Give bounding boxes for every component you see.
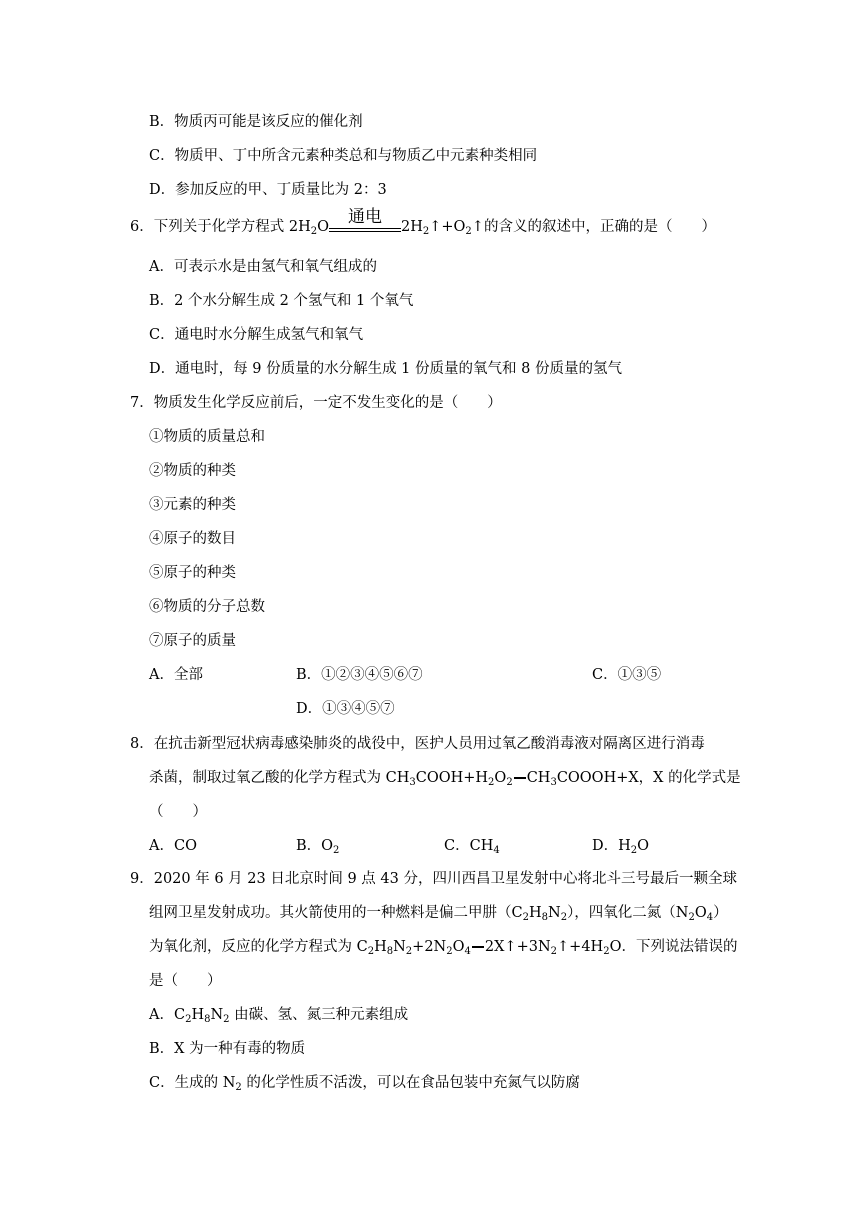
equation-arrow — [329, 207, 401, 237]
q7-item: ④原子的数目 — [149, 531, 236, 547]
q9-stem-line4: 是（ ） — [149, 973, 222, 989]
q9-option-a: A．$C_2H_8N_2$ 由碳、氢、氮三种元素组成 — [149, 1007, 409, 1025]
q6-stem: 6．下列关于化学方程式 $2H_2O$ 通电 $2H_2↑+O_2↑$的含义的叙述中，正确的是（ ） — [130, 207, 716, 237]
q8-stem-line2: 杀菌，制取过氧乙酸的化学方程式为 $CH_3COOH+H_2O_2$ $CH_3COOOH+X$，X 的化学式是 — [149, 770, 741, 788]
q7-item: ③元素的种类 — [149, 497, 236, 513]
equation-dash — [514, 777, 526, 779]
q7-item: ⑥物质的分子总数 — [149, 599, 265, 615]
q7-item: ①物质的质量总和 — [149, 429, 265, 445]
q8-option-c: C．$CH_4$ — [444, 838, 500, 856]
q9-stem-line1: 9．2020 年 6 月 23 日北京时间 9 点 43 分，四川西昌卫星发射中心将北斗三号最后一颗全球 — [130, 871, 737, 887]
q6-option-c: C．通电时水分解生成氢气和氧气 — [149, 327, 364, 343]
q7-option-d: D．①③④⑤⑦ — [296, 701, 395, 717]
q6-option-d: D．通电时，每 9 份质量的水分解生成 1 份质量的氧气和 8 份质量的氢气 — [149, 361, 622, 377]
q7-stem: 7．物质发生化学反应前后，一定不发生变化的是（ ） — [130, 395, 502, 411]
equation-dash — [472, 946, 484, 948]
q6-number: 6． — [130, 219, 154, 235]
q8-option-a: A．CO — [149, 838, 197, 854]
q7-option-b: B．①②③④⑤⑥⑦ — [296, 667, 423, 683]
reaction-condition: 通电 — [347, 207, 382, 227]
q9-stem-line3: 为氧化剂，反应的化学方程式为 $C_2H_8N_2+2N_2O_4$ $2X↑+3N_2↑+4H_2O$．下列说法错误的 — [149, 939, 738, 957]
q8-option-d: D．$H_2O$ — [592, 838, 650, 856]
q7-option-a: A．全部 — [149, 667, 203, 683]
q8-stem-line1: 8．在抗击新型冠状病毒感染肺炎的战役中，医护人员用过氧乙酸消毒液对隔离区进行消毒 — [130, 736, 705, 752]
q9-option-c: C．生成的 $N_2$ 的化学性质不活泼，可以在食品包装中充氮气以防腐 — [149, 1075, 580, 1093]
q7-item: ⑦原子的质量 — [149, 633, 236, 649]
q9-stem-line2: 组网卫星发射成功。其火箭使用的一种燃料是偏二甲肼$(C_2H_8N_2)$，四氧化二氮$(N_2O_4)$ — [149, 905, 728, 923]
q7-item: ⑤原子的种类 — [149, 565, 236, 581]
q7-option-c: C．①③⑤ — [592, 667, 662, 683]
q5-option-d: D．参加反应的甲、丁质量比为 2：3 — [149, 182, 387, 198]
q9-option-b: B．X 为一种有毒的物质 — [149, 1041, 306, 1057]
q6-option-a: A．可表示水是由氢气和氧气组成的 — [149, 259, 377, 275]
q8-option-b: B．$O_2$ — [296, 838, 340, 856]
q8-stem-line3: （ ） — [149, 804, 207, 820]
q6-option-b: B．2 个水分解生成 2 个氢气和 1 个氧气 — [149, 293, 414, 309]
q6-stem-pre: 下列关于化学方程式 2H — [153, 219, 311, 235]
q7-item: ②物质的种类 — [149, 463, 236, 479]
q5-option-b: B．物质丙可能是该反应的催化剂 — [149, 114, 363, 130]
q5-option-c: C．物质甲、丁中所含元素种类总和与物质乙中元素种类相同 — [149, 148, 538, 164]
